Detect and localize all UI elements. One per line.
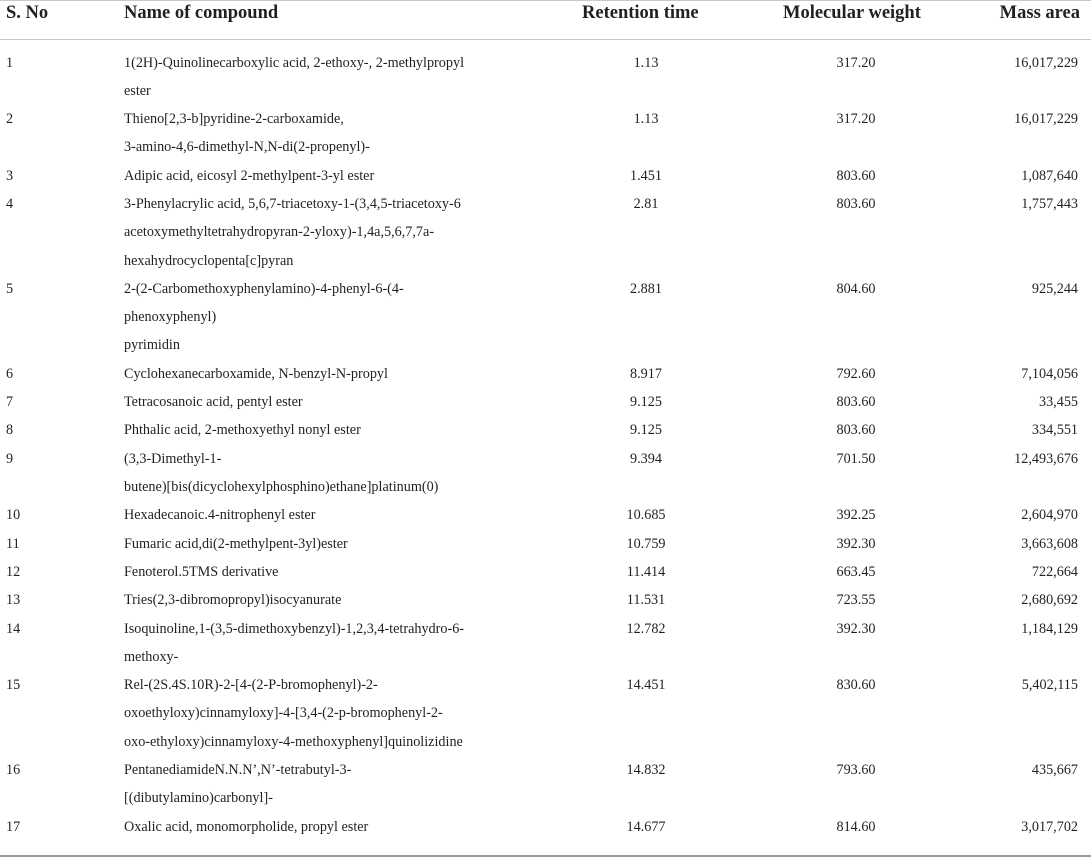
- row-molecular-weight: 392.30: [836, 620, 876, 637]
- compound-name-line: methoxy-: [124, 648, 179, 665]
- row-retention-time: 14.832: [626, 762, 666, 778]
- row-retention-time: 10.759: [626, 535, 666, 552]
- row-molecular-weight: 803.60: [836, 196, 876, 212]
- compound-name-line: acetoxymethyltetrahydropyran-2-yloxy)-1,4a,5,6,7,7a-: [124, 224, 435, 241]
- compound-name-line: PentanediamideN.N.N’,N’-tetrabutyl-3-: [124, 762, 352, 778]
- row-compound-name: [124, 445, 438, 502]
- compound-name-line: [(dibutylamino)carbonyl]-: [124, 790, 273, 807]
- table-bottom-rule: [0, 855, 1091, 857]
- row-retention-time: 2.881: [630, 280, 662, 297]
- row-sno: 8: [6, 422, 14, 439]
- row-retention-time: 8.917: [630, 365, 662, 382]
- row-molecular-weight: 392.25: [836, 507, 876, 524]
- row-retention-time: 9.394: [630, 450, 662, 467]
- row-sno: 1: [6, 54, 14, 71]
- row-retention-time: 2.81: [633, 196, 659, 212]
- row-mass-area: 3,017,702: [1021, 818, 1078, 835]
- compound-name-line: 2-(2-Carbomethoxyphenylamino)-4-phenyl-6-(4-: [124, 280, 404, 297]
- row-sno: 15: [6, 677, 21, 694]
- row-compound-name: [124, 501, 315, 529]
- row-sno: 3: [6, 167, 14, 184]
- row-molecular-weight: 803.60: [836, 167, 876, 184]
- compound-name-line: Isoquinoline,1-(3,5-dimethoxybenzyl)-1,2,3,4-tetrahydro-6-: [124, 620, 465, 637]
- row-retention-time: 11.531: [626, 592, 666, 609]
- compound-name-line: Adipic acid, eicosyl 2-methylpent-3-yl ester: [124, 167, 375, 184]
- row-retention-time: 11.414: [626, 563, 666, 580]
- row-compound-name: [124, 756, 351, 813]
- row-sno: 7: [6, 394, 14, 411]
- header-mass-area: Mass area: [999, 3, 1080, 23]
- compound-name-line: 1(2H)-Quinolinecarboxylic acid, 2-ethoxy-, 2-methylpropyl: [124, 54, 465, 71]
- row-sno: 4: [6, 196, 14, 212]
- row-molecular-weight: 804.60: [836, 280, 876, 297]
- row-sno: 5: [6, 280, 14, 297]
- row-molecular-weight: 803.60: [836, 394, 876, 411]
- row-compound-name: [124, 190, 461, 275]
- row-mass-area: 16,017,229: [1014, 111, 1078, 128]
- row-retention-time: 12.782: [626, 620, 666, 637]
- row-compound-name: [124, 813, 368, 841]
- row-mass-area: 16,017,229: [1014, 54, 1078, 71]
- compound-name-line: Phthalic acid, 2-methoxyethyl nonyl ester: [124, 422, 361, 439]
- row-compound-name: [124, 615, 464, 672]
- row-compound-name: [124, 671, 463, 756]
- row-molecular-weight: 792.60: [836, 365, 876, 382]
- row-mass-area: 7,104,056: [1021, 365, 1078, 382]
- row-sno: 10: [6, 507, 21, 524]
- row-retention-time: 10.685: [626, 507, 666, 524]
- compound-name-line: pyrimidin: [124, 337, 180, 354]
- row-retention-time: 1.451: [630, 167, 662, 184]
- compound-name-line: Cyclohexanecarboxamide, N-benzyl-N-propyl: [124, 365, 388, 382]
- row-mass-area: 1,184,129: [1021, 620, 1078, 637]
- compound-name-line: Oxalic acid, monomorpholide, propyl ester: [124, 818, 369, 835]
- header-retention-time: Retention time: [582, 3, 699, 23]
- row-mass-area: 435,667: [1031, 762, 1078, 778]
- compound-name-line: oxoethyloxy)cinnamyloxy]-4-[3,4-(2-p-bromophenyl-2-: [124, 705, 443, 722]
- row-compound-name: [124, 49, 464, 106]
- row-sno: 17: [6, 818, 21, 835]
- row-retention-time: 9.125: [630, 394, 662, 411]
- row-compound-name: [124, 360, 388, 388]
- row-mass-area: 722,664: [1031, 563, 1078, 580]
- compound-name-line: Thieno[2,3-b]pyridine-2-carboxamide,: [124, 111, 344, 128]
- row-molecular-weight: 701.50: [836, 450, 876, 467]
- row-sno: 13: [6, 592, 21, 609]
- compound-name-line: (3,3-Dimethyl-1-: [124, 450, 222, 467]
- compound-name-line: Fumaric acid,di(2-methylpent-3yl)ester: [124, 535, 348, 552]
- row-molecular-weight: 663.45: [836, 563, 876, 580]
- row-molecular-weight: 723.55: [836, 592, 876, 609]
- row-compound-name: [124, 586, 341, 614]
- row-mass-area: 33,455: [1038, 394, 1078, 411]
- row-compound-name: [124, 162, 374, 190]
- row-molecular-weight: 317.20: [836, 111, 876, 128]
- row-sno: 6: [6, 365, 14, 382]
- row-compound-name: [124, 558, 278, 586]
- row-compound-name: [124, 416, 361, 444]
- compound-name-line: Tetracosanoic acid, pentyl ester: [124, 394, 303, 411]
- row-sno: 16: [6, 762, 21, 778]
- compound-name-line: hexahydrocyclopenta[c]pyran: [124, 252, 294, 269]
- row-molecular-weight: 803.60: [836, 422, 876, 439]
- row-molecular-weight: 317.20: [836, 54, 876, 71]
- row-mass-area: 12,493,676: [1014, 450, 1078, 467]
- row-mass-area: 2,680,692: [1021, 592, 1078, 609]
- row-compound-name: [124, 275, 404, 360]
- row-sno: 9: [6, 450, 14, 467]
- compound-name-line: 3-amino-4,6-dimethyl-N,N-di(2-propenyl)-: [124, 139, 370, 156]
- row-retention-time: 14.677: [626, 818, 666, 835]
- row-retention-time: 1.13: [633, 111, 659, 128]
- compound-name-line: Tries(2,3-dibromopropyl)isocyanurate: [124, 592, 342, 609]
- compound-name-line: Fenoterol.5TMS derivative: [124, 563, 279, 580]
- compound-name-line: Rel-(2S.4S.10R)-2-[4-(2-P-bromophenyl)-2-: [124, 677, 378, 694]
- row-sno: 2: [6, 111, 14, 128]
- compound-name-line: oxo-ethyloxy)cinnamyloxy-4-methoxyphenyl]quinolizidine: [124, 733, 463, 750]
- row-mass-area: 2,604,970: [1021, 507, 1078, 524]
- header-name: Name of compound: [124, 3, 279, 23]
- row-sno: 14: [6, 620, 21, 637]
- row-molecular-weight: 830.60: [836, 677, 876, 694]
- row-compound-name: [124, 388, 303, 416]
- compound-name-line: 3-Phenylacrylic acid, 5,6,7-triacetoxy-1-(3,4,5-triacetoxy-6: [124, 196, 461, 212]
- row-retention-time: 14.451: [626, 677, 666, 694]
- compound-name-line: ester: [124, 82, 151, 99]
- compound-name-line: butene)[bis(dicyclohexylphosphino)ethane]platinum(0): [124, 478, 439, 495]
- row-mass-area: 5,402,115: [1021, 677, 1078, 694]
- compound-name-line: phenoxyphenyl): [124, 309, 217, 326]
- row-compound-name: [124, 530, 348, 558]
- row-molecular-weight: 392.30: [836, 535, 876, 552]
- row-mass-area: 925,244: [1031, 280, 1078, 297]
- row-mass-area: 3,663,608: [1021, 535, 1078, 552]
- row-compound-name: [124, 105, 370, 162]
- row-sno: 11: [6, 535, 20, 552]
- header-molecular-weight: Molecular weight: [783, 3, 921, 23]
- compound-name-line: Hexadecanoic.4-nitrophenyl ester: [124, 507, 316, 524]
- row-retention-time: 1.13: [633, 54, 659, 71]
- row-mass-area: 1,087,640: [1021, 167, 1078, 184]
- header-sno: S. No: [6, 3, 49, 23]
- row-sno: 12: [6, 563, 21, 580]
- row-retention-time: 9.125: [630, 422, 662, 439]
- row-mass-area: 1,757,443: [1021, 196, 1078, 212]
- row-molecular-weight: 793.60: [836, 762, 876, 778]
- row-mass-area: 334,551: [1031, 422, 1078, 439]
- row-molecular-weight: 814.60: [836, 818, 876, 835]
